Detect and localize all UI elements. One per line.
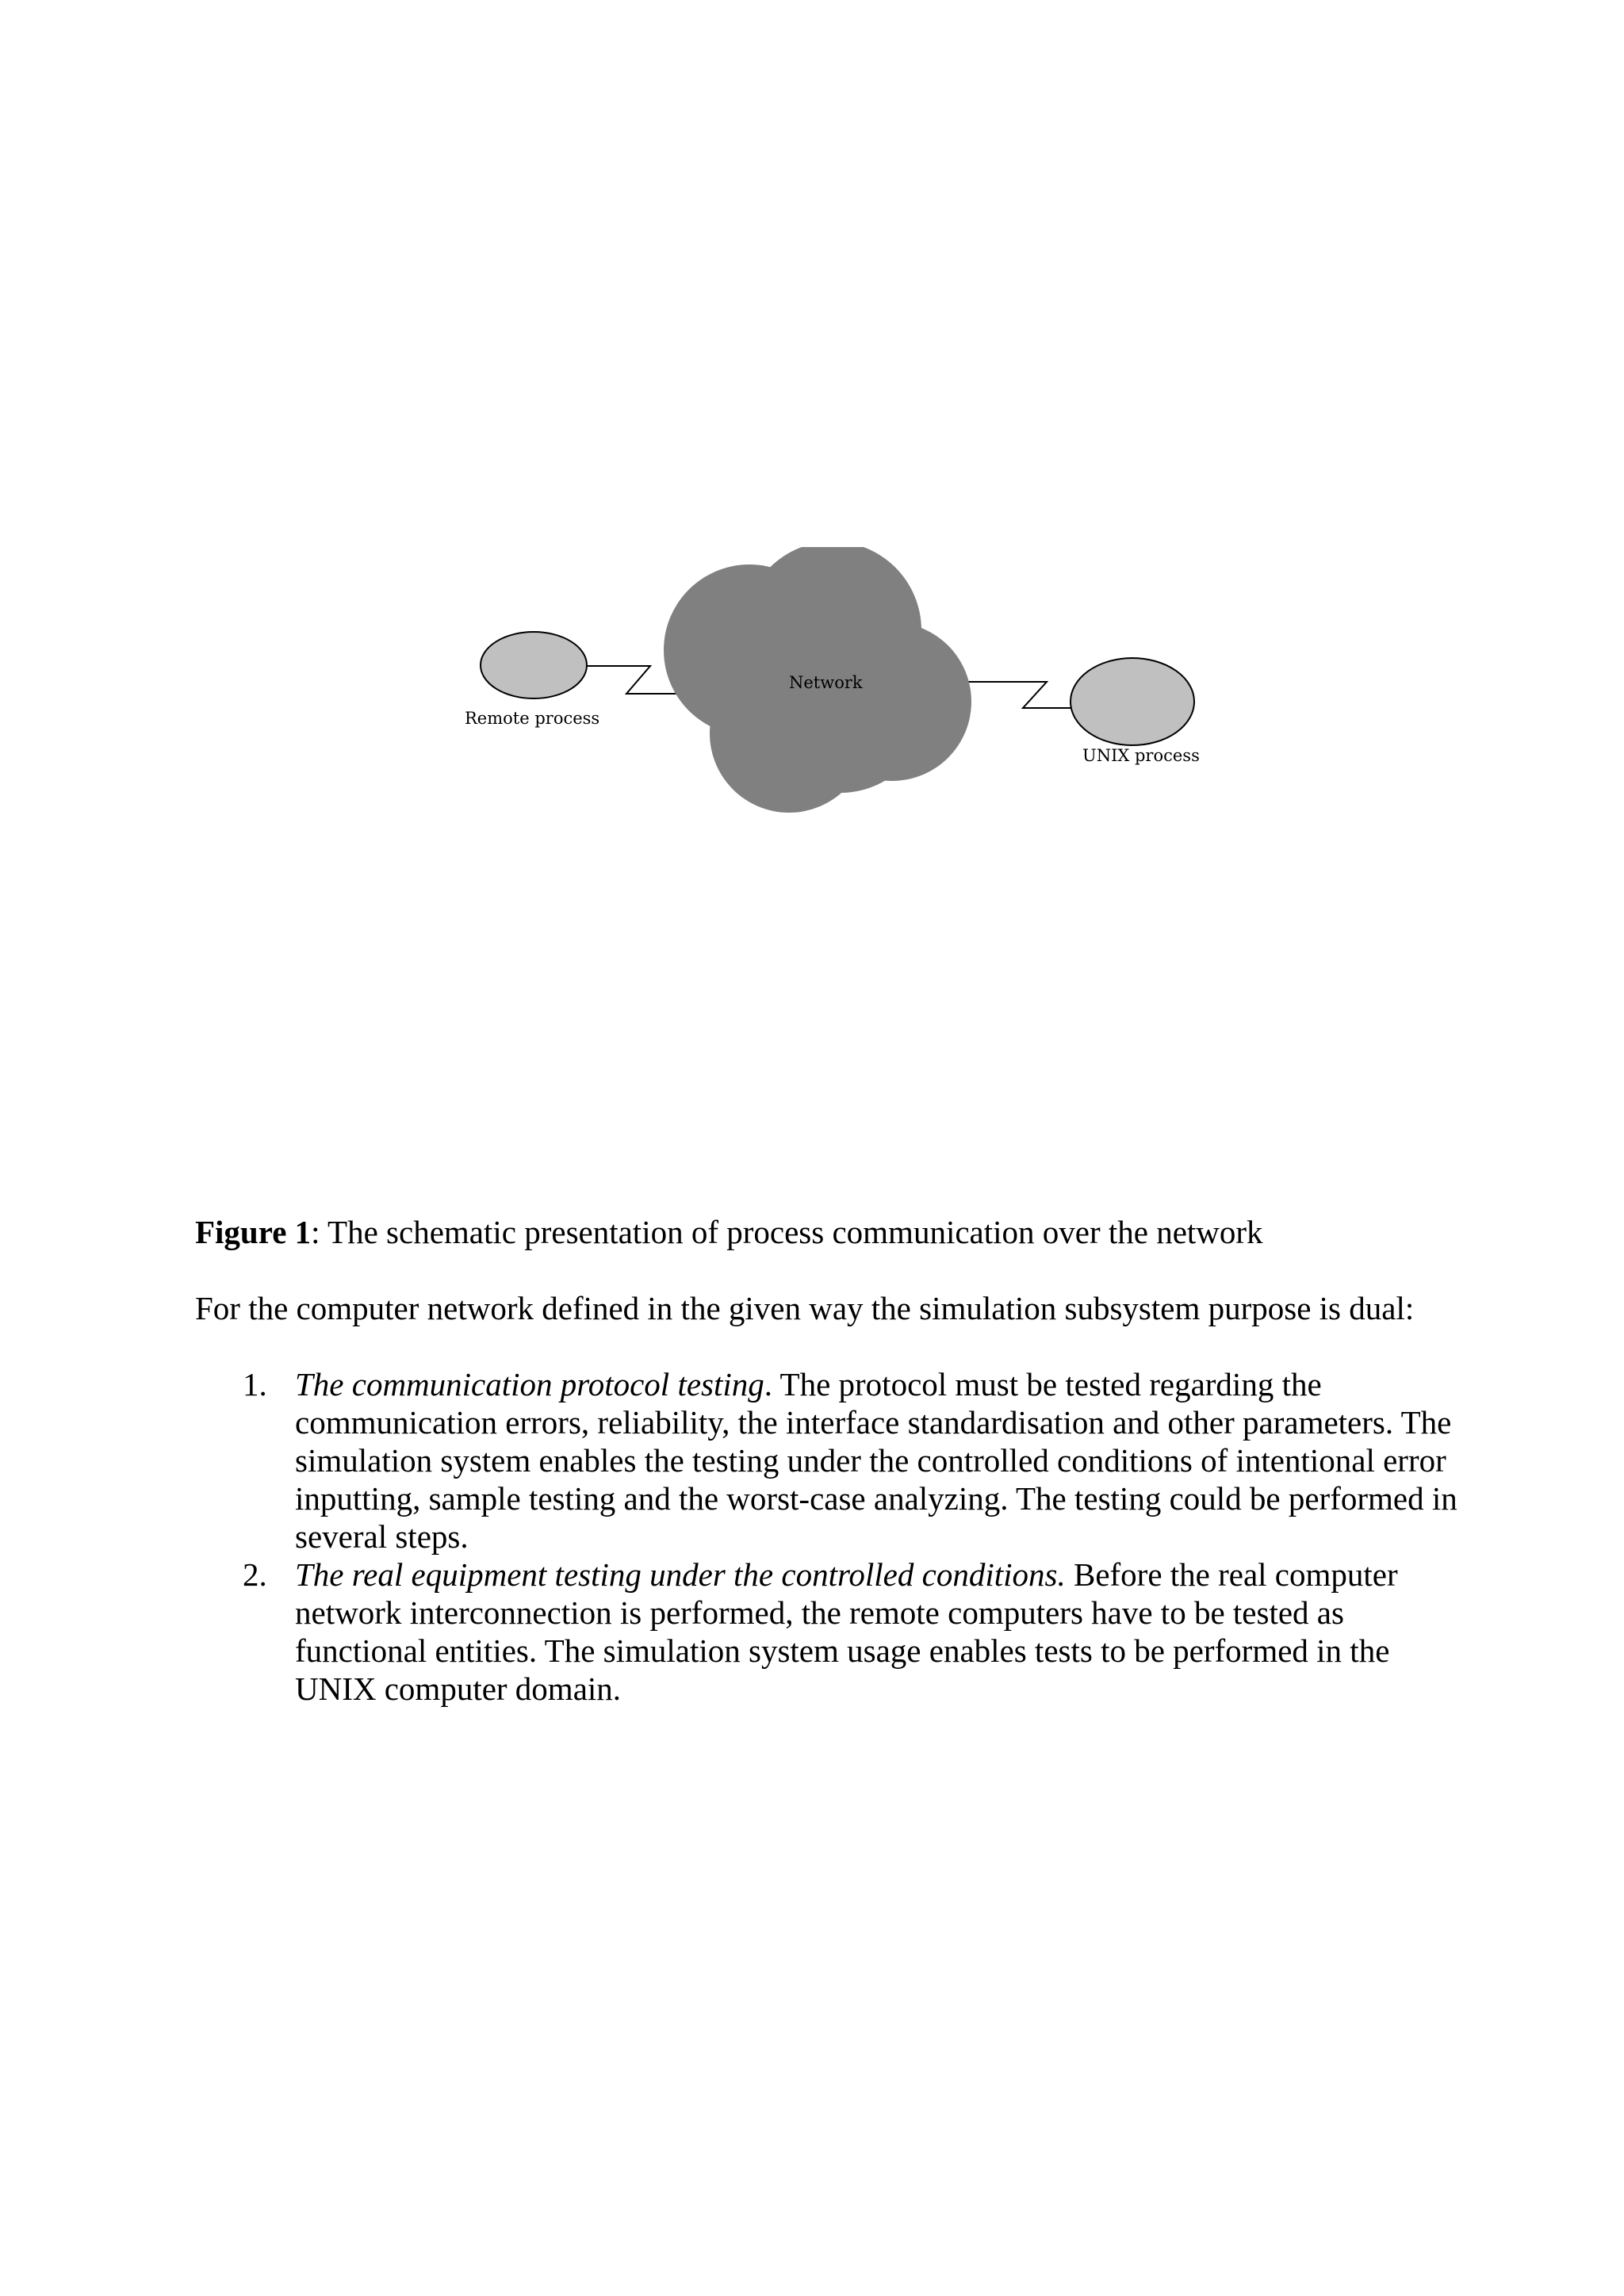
list-item	[195, 1556, 1464, 1708]
purpose-list	[195, 1365, 1464, 1708]
unix-process-node	[1071, 658, 1194, 745]
remote-process-label: Remote process	[465, 709, 600, 728]
list-item-body: Before the real computer network interconnection is performed, the remote computers have to be tested as functional entities. The simulation system usage enables tests to be performed in the UNIX computer domain.	[295, 1556, 1398, 1707]
network-label: Network	[789, 673, 863, 692]
remote-process-node	[481, 632, 587, 698]
network-diagram	[444, 547, 1221, 825]
figure-caption-text: : The schematic presentation of process communication over the network	[311, 1214, 1263, 1250]
list-item-number: 2.	[243, 1556, 267, 1593]
list-item-title: The real equipment testing under the controlled conditions.	[295, 1556, 1066, 1593]
unix-link	[967, 682, 1078, 708]
figure-caption-label: Figure 1	[195, 1214, 312, 1250]
list-item	[195, 1365, 1464, 1556]
figure-caption	[195, 1213, 1464, 1251]
list-item-title: The communication protocol testing	[295, 1366, 764, 1402]
unix-process-label: UNIX process	[1082, 746, 1200, 765]
list-item-body: . The protocol must be tested regarding the communication errors, reliability, the interface standardisation and other parameters. The simulation system enables the testing under the controlled conditions of intentional error inputting, sample testing and the worst-case analyzing. The testing could be performed in several steps.	[295, 1366, 1457, 1555]
text-body	[195, 1213, 1464, 1708]
network-diagram-svg	[444, 547, 1221, 825]
intro-paragraph: For the computer network defined in the given way the simulation subsystem purpose is dual:	[195, 1290, 1415, 1326]
list-item-number: 1.	[243, 1366, 267, 1402]
